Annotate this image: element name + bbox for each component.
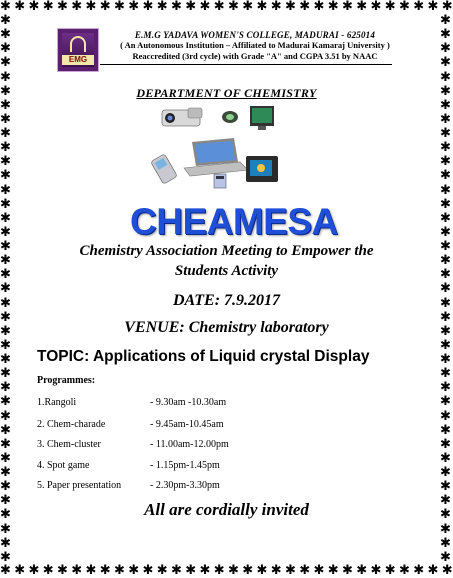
star-icon: ✱ xyxy=(0,422,11,438)
star-icon: ✱ xyxy=(440,126,451,141)
star-icon: ✱ xyxy=(440,394,451,410)
star-icon: ✱ xyxy=(0,309,11,325)
star-icon: ✱ xyxy=(228,0,239,14)
college-logo xyxy=(57,28,99,72)
star-icon: ✱ xyxy=(440,309,451,325)
star-icon: ✱ xyxy=(356,563,368,578)
header-divider xyxy=(100,64,392,65)
star-icon: ✱ xyxy=(57,0,68,14)
star-icon: ✱ xyxy=(370,563,382,578)
star-icon: ✱ xyxy=(440,182,451,198)
event-venue: VENUE: Chemistry laboratory xyxy=(124,319,329,336)
tv-icon xyxy=(246,156,278,182)
star-icon: ✱ xyxy=(427,563,439,578)
star-icon: ✱ xyxy=(399,0,410,14)
star-icon: ✱ xyxy=(0,281,11,297)
star-icon: ✱ xyxy=(0,126,11,141)
star-icon: ✱ xyxy=(0,507,11,523)
star-icon: ✱ xyxy=(57,563,68,578)
star-icon: ✱ xyxy=(313,563,325,578)
star-icon: ✱ xyxy=(0,521,11,537)
star-icon: ✱ xyxy=(156,563,168,578)
star-icon: ✱ xyxy=(0,465,11,480)
star-icon: ✱ xyxy=(440,337,451,353)
event-name: CHEAMESA xyxy=(130,201,338,242)
star-icon: ✱ xyxy=(440,436,451,452)
star-icon: ✱ xyxy=(0,352,11,367)
star-icon: ✱ xyxy=(440,55,451,71)
star-icon: ✱ xyxy=(0,366,11,382)
star-icon: ✱ xyxy=(299,0,311,14)
star-icon: ✱ xyxy=(213,563,225,578)
star-icon: ✱ xyxy=(114,0,125,14)
star-icon: ✱ xyxy=(440,479,451,495)
star-icon: ✱ xyxy=(440,549,451,565)
star-icon: ✱ xyxy=(0,13,11,28)
star-icon: ✱ xyxy=(440,111,451,127)
star-icon: ✱ xyxy=(128,563,140,578)
star-icon: ✱ xyxy=(285,563,296,578)
calculator-icon xyxy=(214,174,226,188)
star-icon: ✱ xyxy=(0,97,11,113)
star-icon: ✱ xyxy=(0,0,11,14)
star-icon: ✱ xyxy=(327,563,339,578)
star-icon: ✱ xyxy=(0,168,11,184)
star-icon: ✱ xyxy=(0,436,11,452)
logo-text: EMG xyxy=(62,55,94,65)
phone-icon xyxy=(151,154,178,185)
star-icon: ✱ xyxy=(440,450,451,466)
star-icon: ✱ xyxy=(440,13,451,28)
laptop-icon xyxy=(184,138,248,176)
star-icon: ✱ xyxy=(0,27,11,43)
star-icon: ✱ xyxy=(171,563,182,578)
star-icon: ✱ xyxy=(0,323,11,339)
border-top xyxy=(0,0,453,13)
star-icon: ✱ xyxy=(142,563,154,578)
star-icon: ✱ xyxy=(171,0,182,14)
star-icon: ✱ xyxy=(14,0,26,14)
star-icon: ✱ xyxy=(0,253,11,269)
star-icon: ✱ xyxy=(0,394,11,410)
star-icon: ✱ xyxy=(440,41,451,57)
border-bottom xyxy=(0,564,453,577)
star-icon: ✱ xyxy=(440,196,451,212)
programme-item: 1.Rangoli xyxy=(37,397,77,408)
programme-item: 5. Paper presentation xyxy=(37,480,122,491)
star-icon: ✱ xyxy=(440,210,451,226)
closing-invitation: All are cordially invited xyxy=(144,500,309,519)
star-icon: ✱ xyxy=(440,408,451,424)
star-icon: ✱ xyxy=(413,0,425,14)
star-icon: ✱ xyxy=(0,267,11,283)
star-icon: ✱ xyxy=(0,140,11,156)
star-icon: ✱ xyxy=(440,140,451,156)
star-icon: ✱ xyxy=(440,69,451,85)
event-tagline-line2: Students Activity xyxy=(174,263,279,279)
star-icon: ✱ xyxy=(313,0,325,14)
star-icon: ✱ xyxy=(85,0,97,14)
projector-icon xyxy=(162,108,202,126)
star-icon: ✱ xyxy=(0,69,11,85)
star-icon: ✱ xyxy=(440,224,451,240)
star-icon: ✱ xyxy=(85,563,97,578)
star-icon: ✱ xyxy=(356,0,368,14)
star-icon: ✱ xyxy=(440,323,451,339)
star-icon: ✱ xyxy=(128,0,140,14)
star-icon: ✱ xyxy=(440,239,451,254)
star-icon: ✱ xyxy=(0,224,11,240)
star-icon: ✱ xyxy=(440,380,451,396)
star-icon: ✱ xyxy=(0,210,11,226)
star-icon: ✱ xyxy=(71,563,83,578)
star-icon: ✱ xyxy=(270,563,282,578)
star-icon: ✱ xyxy=(299,563,311,578)
star-icon: ✱ xyxy=(0,380,11,396)
star-icon: ✱ xyxy=(370,0,382,14)
star-icon: ✱ xyxy=(0,196,11,212)
programmes-title: Programmes: xyxy=(37,375,96,386)
star-icon: ✱ xyxy=(199,0,211,14)
star-icon: ✱ xyxy=(399,563,410,578)
star-icon: ✱ xyxy=(28,563,40,578)
star-icon: ✱ xyxy=(440,253,451,269)
star-icon: ✱ xyxy=(42,0,54,14)
star-icon: ✱ xyxy=(242,0,254,14)
star-icon: ✱ xyxy=(185,0,197,14)
star-icon: ✱ xyxy=(440,493,451,509)
star-icon: ✱ xyxy=(0,479,11,495)
star-icon: ✱ xyxy=(440,535,451,551)
star-icon: ✱ xyxy=(441,0,453,14)
programme-time: - 9.30am -10.30am xyxy=(150,397,227,408)
star-icon: ✱ xyxy=(270,0,282,14)
star-icon: ✱ xyxy=(440,366,451,382)
star-icon: ✱ xyxy=(0,154,11,170)
star-icon: ✱ xyxy=(99,0,111,14)
star-icon: ✱ xyxy=(440,168,451,184)
devices-illustration xyxy=(150,104,290,194)
star-icon: ✱ xyxy=(156,0,168,14)
star-icon: ✱ xyxy=(0,493,11,509)
star-icon: ✱ xyxy=(0,55,11,71)
star-icon: ✱ xyxy=(441,563,453,578)
programme-item: 2. Chem-charade xyxy=(37,419,106,430)
star-icon: ✱ xyxy=(413,563,425,578)
star-icon: ✱ xyxy=(14,563,26,578)
programme-time: - 1.15pm-1.45pm xyxy=(150,460,220,471)
star-icon: ✱ xyxy=(114,563,125,578)
star-icon: ✱ xyxy=(440,422,451,438)
star-icon: ✱ xyxy=(440,27,451,43)
programme-time: - 2.30pm-3.30pm xyxy=(150,480,220,491)
star-icon: ✱ xyxy=(0,111,11,127)
star-icon: ✱ xyxy=(440,295,451,311)
college-name: E.M.G YADAVA WOMEN'S COLLEGE, MADURAI - 625014 xyxy=(134,30,376,40)
college-accreditation: Reaccredited (3rd cycle) with Grade "A" and CGPA 3.51 by NAAC xyxy=(132,51,378,61)
star-icon: ✱ xyxy=(440,97,451,113)
star-icon: ✱ xyxy=(213,0,225,14)
monitor-icon xyxy=(250,106,274,130)
star-icon: ✱ xyxy=(99,563,111,578)
star-icon: ✱ xyxy=(199,563,211,578)
star-icon: ✱ xyxy=(242,563,254,578)
star-icon: ✱ xyxy=(342,563,353,578)
programme-item: 3. Chem-cluster xyxy=(37,439,101,450)
star-icon: ✱ xyxy=(71,0,83,14)
star-icon: ✱ xyxy=(0,182,11,198)
star-icon: ✱ xyxy=(256,563,268,578)
star-icon: ✱ xyxy=(440,352,451,367)
star-icon: ✱ xyxy=(142,0,154,14)
logo-arch-icon xyxy=(70,36,86,52)
event-tagline-line1: Chemistry Association Meeting to Empower the xyxy=(79,243,374,259)
department-title: DEPARTMENT OF CHEMISTRY xyxy=(136,86,317,100)
star-icon: ✱ xyxy=(440,521,451,537)
star-icon: ✱ xyxy=(0,41,11,57)
star-icon: ✱ xyxy=(440,83,451,99)
star-icon: ✱ xyxy=(0,563,11,578)
star-icon: ✱ xyxy=(440,465,451,480)
webcam-icon xyxy=(222,111,238,123)
star-icon: ✱ xyxy=(440,267,451,283)
star-icon: ✱ xyxy=(0,83,11,99)
programme-time: - 11.00am-12.00pm xyxy=(150,439,229,450)
programme-item: 4. Spot game xyxy=(37,460,90,471)
star-icon: ✱ xyxy=(0,408,11,424)
star-icon: ✱ xyxy=(285,0,296,14)
star-icon: ✱ xyxy=(0,295,11,311)
college-affiliation: ( An Autonomous Institution – Affiliated to Madurai Kamaraj University ) xyxy=(120,40,390,50)
star-icon: ✱ xyxy=(440,507,451,523)
star-icon: ✱ xyxy=(0,535,11,551)
star-icon: ✱ xyxy=(0,239,11,254)
star-icon: ✱ xyxy=(185,563,197,578)
star-icon: ✱ xyxy=(327,0,339,14)
star-icon: ✱ xyxy=(440,154,451,170)
star-icon: ✱ xyxy=(42,563,54,578)
star-icon: ✱ xyxy=(28,0,40,14)
star-icon: ✱ xyxy=(0,337,11,353)
star-icon: ✱ xyxy=(228,563,239,578)
star-icon: ✱ xyxy=(0,549,11,565)
programme-time: - 9.45am-10.45am xyxy=(150,419,224,430)
event-date: DATE: 7.9.2017 xyxy=(172,292,281,309)
star-icon: ✱ xyxy=(440,281,451,297)
star-icon: ✱ xyxy=(0,450,11,466)
star-icon: ✱ xyxy=(384,0,396,14)
star-icon: ✱ xyxy=(427,0,439,14)
star-icon: ✱ xyxy=(256,0,268,14)
star-icon: ✱ xyxy=(384,563,396,578)
event-topic: TOPIC: Applications of Liquid crystal Display xyxy=(37,348,370,365)
star-icon: ✱ xyxy=(342,0,353,14)
